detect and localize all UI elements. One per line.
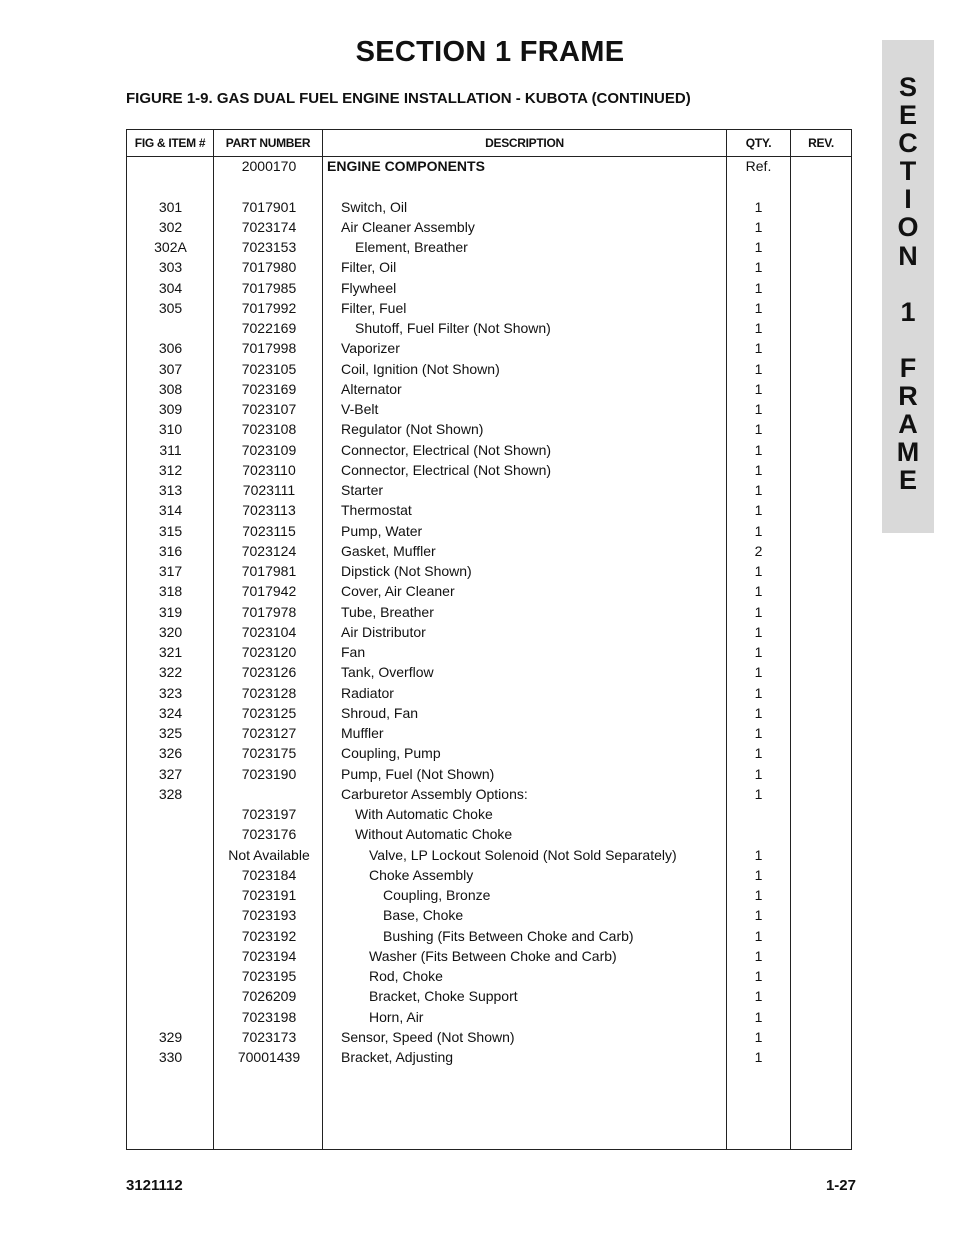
qty-cell: 1 [754,401,763,417]
table-row [127,1047,851,1067]
table-row [127,723,851,743]
table-row [127,419,851,439]
table-row [127,278,851,298]
part-number-cell: 7017998 [241,340,297,357]
description-cell: Rod, Choke [369,968,443,984]
header-part-number: PART NUMBER [225,136,311,150]
qty-cell: 1 [754,441,763,458]
part-number-cell: 2000170 [241,158,297,174]
part-number-cell: 7023127 [241,725,297,741]
table-row [127,156,851,176]
part-number-cell: 7023174 [241,218,297,235]
part-number-cell: 7017985 [241,279,297,296]
qty-cell: 1 [754,704,763,721]
section-side-tab [882,40,934,533]
qty-cell: 1 [754,785,763,802]
description-cell: Valve, LP Lockout Solenoid (Not Sold Separately) [369,846,677,863]
table-row [127,176,851,196]
fig-item-cell: 327 [158,765,183,782]
table-row [127,359,851,379]
part-number-cell: 7023124 [241,542,297,559]
fig-item-cell: 326 [158,745,183,762]
fig-item-cell: 309 [158,401,183,417]
part-number-cell: 7023176 [241,826,297,843]
qty-cell: 1 [754,482,763,498]
fig-item-cell: 328 [158,785,183,802]
header-fig-item: FIG & ITEM # [134,136,206,150]
description-cell: With Automatic Choke [355,806,493,822]
fig-item-cell: 320 [158,623,183,640]
part-number-cell: 7023105 [241,360,297,377]
table-row [127,642,851,662]
side-tab-letter: M [896,437,920,468]
part-number-cell: Not Available [228,846,310,863]
table-row [127,257,851,277]
description-cell: Without Automatic Choke [355,826,513,843]
description-cell: Connector, Electrical (Not Shown) [341,441,552,458]
table-row [127,865,851,885]
qty-cell: 1 [754,380,763,397]
qty-cell: 1 [754,279,763,296]
side-tab-letter: N [898,240,918,271]
table-row [127,602,851,622]
fig-item-cell: 304 [158,279,183,296]
side-tab-letter: E [898,465,917,496]
description-cell: Starter [341,482,384,498]
table-row [127,521,851,541]
fig-item-cell: 303 [158,259,183,276]
header-qty: QTY. [745,136,772,150]
table-row [127,217,851,237]
side-tab-letter: F [899,352,917,383]
description-cell: Vaporizer [341,340,400,357]
side-tab-letter: E [898,100,917,131]
description-cell: Dipstick (Not Shown) [341,563,472,579]
part-number-cell: 7017981 [241,563,297,579]
table-row [127,318,851,338]
part-number-cell: 7023198 [241,1008,297,1025]
description-cell: Air Distributor [341,623,426,640]
qty-cell: 1 [754,218,763,235]
parts-table [126,129,852,1150]
description-cell: Bracket, Adjusting [341,1049,454,1065]
description-cell: Pump, Fuel (Not Shown) [341,765,495,782]
part-number-cell: 7023126 [241,664,297,681]
side-tab-letter: O [897,212,919,243]
part-number-cell: 7023197 [241,806,297,822]
table-row [127,1007,851,1027]
qty-cell: 1 [754,360,763,377]
fig-item-cell: 323 [158,684,183,701]
table-row [127,338,851,358]
table-row [127,460,851,480]
description-cell: Alternator [341,380,402,397]
qty-cell: 1 [754,299,763,316]
table-row [127,622,851,642]
fig-item-cell: 314 [158,502,183,519]
description-cell: Switch, Oil [341,198,408,215]
part-number-cell: 7017901 [241,198,297,215]
side-tab-letter: T [899,156,917,187]
description-cell: Shroud, Fan [341,704,419,721]
qty-cell: 1 [754,421,763,438]
fig-item-cell: 306 [158,340,183,357]
table-row [127,683,851,703]
part-number-cell: 7023107 [241,401,297,417]
qty-cell: 1 [754,502,763,519]
table-row [127,784,851,804]
qty-cell: 1 [754,947,763,964]
qty-cell: 1 [754,259,763,276]
fig-item-cell: 316 [158,542,183,559]
side-tab-letter: C [898,128,918,159]
side-tab-letter: 1 [900,296,916,327]
table-row [127,845,851,865]
description-cell: Regulator (Not Shown) [341,421,484,438]
qty-cell: 1 [754,583,763,600]
description-cell: Coil, Ignition (Not Shown) [341,360,500,377]
qty-cell: 1 [754,907,763,924]
fig-item-cell: 321 [158,644,183,660]
table-row [127,946,851,966]
page-number: 1-27 [825,1177,856,1194]
description-cell: Coupling, Bronze [383,887,491,903]
fig-item-cell: 305 [158,299,183,316]
part-number-cell: 7023173 [241,1028,297,1045]
table-row [127,399,851,419]
table-row [127,764,851,784]
description-cell: Sensor, Speed (Not Shown) [341,1028,515,1045]
fig-item-cell: 322 [158,664,183,681]
description-cell: Air Cleaner Assembly [341,218,475,235]
table-row [127,480,851,500]
description-cell: Washer (Fits Between Choke and Carb) [369,947,617,964]
description-cell: Bracket, Choke Support [369,988,518,1005]
table-row [127,298,851,318]
qty-cell: 1 [754,563,763,579]
header-description: DESCRIPTION [485,136,564,150]
description-cell: Shutoff, Fuel Filter (Not Shown) [355,320,551,336]
qty-cell: 1 [754,461,763,478]
side-tab-letter: S [898,72,917,102]
qty-cell: 1 [754,1028,763,1045]
document-number: 3121112 [126,1177,183,1194]
description-cell: Gasket, Muffler [341,542,436,559]
figure-title: FIGURE 1-9. GAS DUAL FUEL ENGINE INSTALLATION - KUBOTA (CONTINUED) [126,90,691,107]
part-number-cell: 7023108 [241,421,297,438]
fig-item-cell: 325 [158,725,183,741]
table-row [127,500,851,520]
qty-cell: 1 [754,522,763,539]
qty-cell: 1 [754,320,763,336]
description-cell: Choke Assembly [369,866,474,883]
part-number-cell: 7023195 [241,968,297,984]
qty-cell: 1 [754,846,763,863]
table-row [127,905,851,925]
header-rev: REV. [808,136,834,150]
description-cell: V-Belt [341,401,379,417]
part-number-cell: 7017980 [241,259,297,276]
qty-cell: 1 [754,340,763,357]
fig-item-cell: 310 [158,421,183,438]
description-cell: Horn, Air [369,1008,424,1025]
description-cell: Muffler [341,725,384,741]
table-row [127,197,851,217]
qty-cell: 1 [754,927,763,944]
part-number-cell: 7023190 [241,765,297,782]
table-row [127,824,851,844]
fig-item-cell: 329 [158,1028,183,1045]
table-row [127,743,851,763]
qty-cell: 1 [754,887,763,903]
fig-item-cell: 312 [158,461,183,478]
fig-item-cell: 302A [154,239,187,255]
fig-item-cell: 317 [158,563,183,579]
part-number-cell: 7022169 [241,320,297,336]
table-row [127,561,851,581]
part-number-cell: 7023184 [241,866,297,883]
part-number-cell: 7023128 [241,684,297,701]
description-cell: Radiator [341,684,394,701]
table-row [127,440,851,460]
part-number-cell: 7023125 [241,704,297,721]
description-cell: Bushing (Fits Between Choke and Carb) [383,927,634,944]
fig-item-cell: 315 [158,522,183,539]
qty-cell: 1 [754,988,763,1005]
part-number-cell: 7023193 [241,907,297,924]
part-number-cell: 7023115 [242,522,296,539]
qty-cell: 2 [754,542,763,559]
part-number-cell: 7017942 [241,583,297,600]
qty-cell: 1 [754,1049,763,1065]
part-number-cell: 7023104 [241,623,297,640]
side-tab-letter: I [904,184,912,215]
part-number-cell: 7026209 [241,988,297,1005]
table-row [127,804,851,824]
part-number-cell: 7017992 [241,299,297,316]
table-row [127,541,851,561]
part-number-cell: 7017978 [241,603,297,620]
fig-item-cell: 307 [158,360,183,377]
description-cell: Tube, Breather [341,603,434,620]
part-number-cell: 70001439 [237,1049,301,1065]
fig-item-cell: 330 [158,1049,183,1065]
part-number-cell: 7023113 [242,502,296,519]
table-row [127,1027,851,1047]
qty-cell: 1 [754,765,763,782]
description-cell: Carburetor Assembly Options: [341,785,528,802]
description-cell: Tank, Overflow [341,664,434,681]
part-number-cell: 7023153 [241,239,297,255]
description-cell: Filter, Fuel [341,299,407,316]
qty-cell: 1 [754,866,763,883]
qty-cell: 1 [754,198,763,215]
part-number-cell: 7023109 [241,441,297,458]
qty-cell: 1 [754,725,763,741]
fig-item-cell: 319 [158,603,183,620]
description-cell: Pump, Water [341,522,423,539]
description-cell: ENGINE COMPONENTS [327,158,485,174]
table-row [127,237,851,257]
fig-item-cell: 301 [158,198,183,215]
description-cell: Cover, Air Cleaner [341,583,455,600]
qty-cell: 1 [754,644,763,660]
table-row [127,703,851,723]
fig-item-cell: 308 [158,380,183,397]
part-number-cell: 7023194 [241,947,297,964]
part-number-cell: 7023120 [241,644,297,660]
table-row [127,966,851,986]
table-row [127,885,851,905]
part-number-cell: 7023111 [242,482,296,498]
fig-item-cell: 318 [158,583,183,600]
fig-item-cell: 311 [159,441,182,458]
description-cell: Filter, Oil [341,259,397,276]
qty-cell: 1 [754,684,763,701]
part-number-cell: 7023110 [242,461,296,478]
fig-item-cell: 324 [158,704,183,721]
qty-cell: 1 [754,745,763,762]
qty-cell: Ref. [745,158,772,174]
qty-cell: 1 [754,603,763,620]
description-cell: Base, Choke [383,907,464,924]
description-cell: Thermostat [341,502,412,519]
section-title: SECTION 1 FRAME [355,36,625,68]
qty-cell: 1 [754,239,763,255]
description-cell: Flywheel [341,279,397,296]
table-row [127,379,851,399]
description-cell: Fan [341,644,366,660]
table-row [127,926,851,946]
table-row [127,986,851,1006]
description-cell: Coupling, Pump [341,745,441,762]
qty-cell: 1 [754,664,763,681]
fig-item-cell: 302 [158,218,183,235]
description-cell: Connector, Electrical (Not Shown) [341,461,552,478]
part-number-cell: 7023169 [241,380,297,397]
fig-item-cell: 313 [158,482,183,498]
table-row [127,662,851,682]
description-cell: Element, Breather [355,239,468,255]
part-number-cell: 7023175 [241,745,297,762]
side-tab-letter: R [898,381,918,412]
qty-cell: 1 [754,968,763,984]
side-tab-letter: A [898,409,918,440]
qty-cell: 1 [754,623,763,640]
table-row [127,581,851,601]
part-number-cell: 7023192 [241,927,297,944]
part-number-cell: 7023191 [241,887,297,903]
qty-cell: 1 [754,1008,763,1025]
